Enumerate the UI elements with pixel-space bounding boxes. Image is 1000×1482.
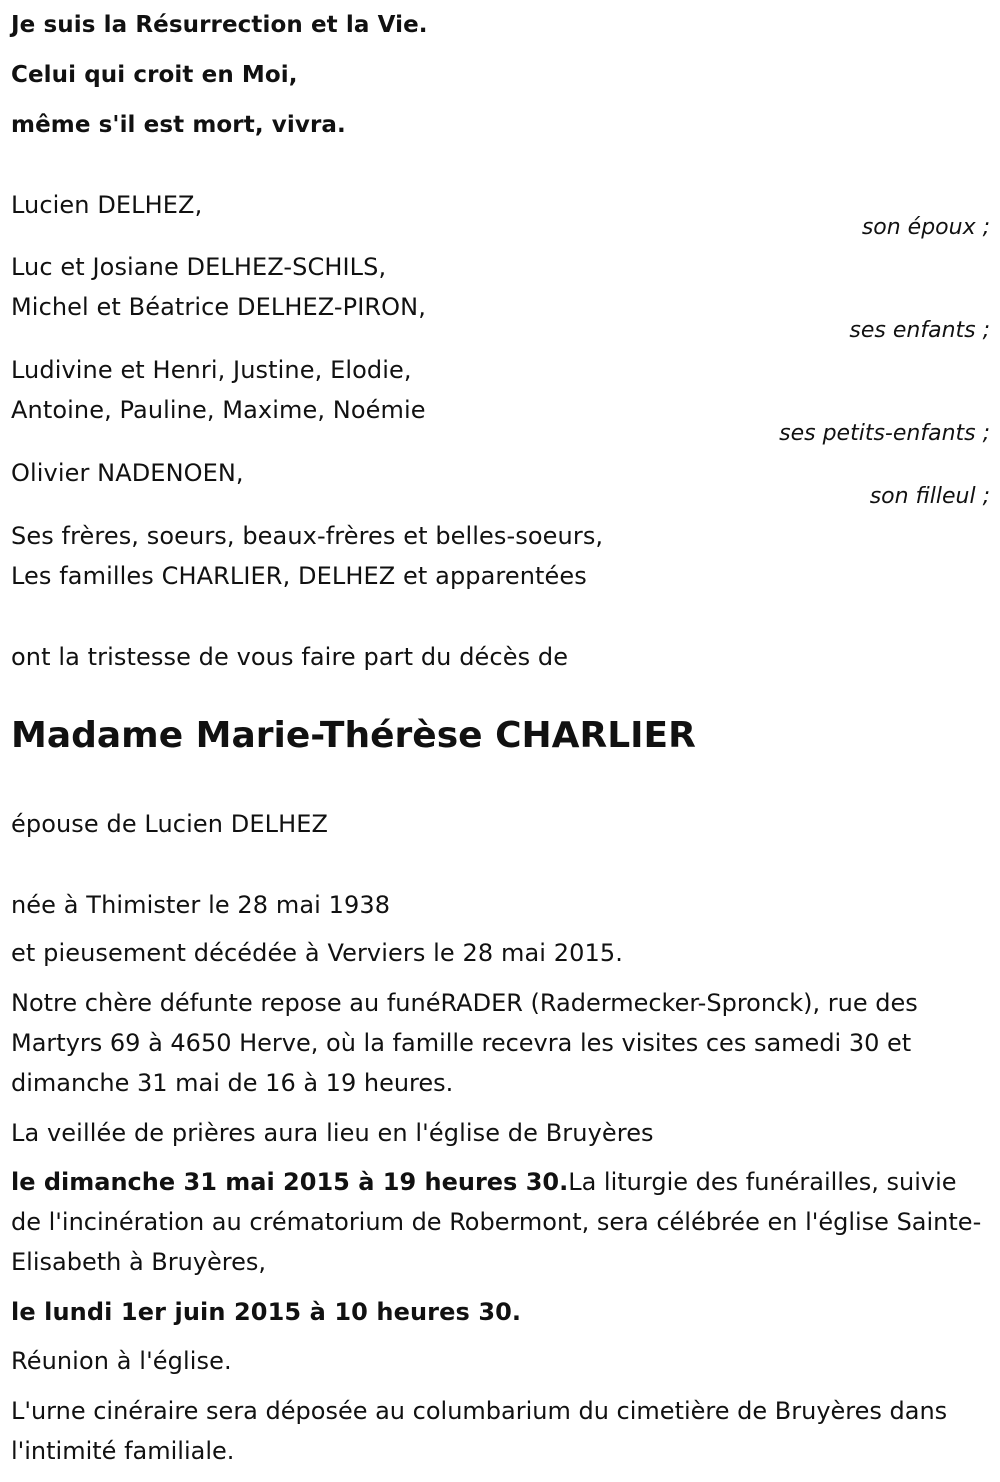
urn-paragraph: L'urne cinéraire sera déposée au columbarium du cimetière de Bruyères dans l'intimité familiale. [11,1397,948,1465]
death-info: et pieusement décédée à Verviers le 28 mai 2015. [11,939,623,967]
deceased-name: Madame Marie-Thérèse CHARLIER [11,715,696,756]
relatives-line-2: Les familles CHARLIER, DELHEZ et apparentées [11,562,587,590]
spouse-role: son époux ; [861,215,990,240]
funeral-paragraph [11,1162,991,1282]
children-line-1: Luc et Josiane DELHEZ-SCHILS, [11,253,387,281]
meeting-info: Réunion à l'église. [11,1347,232,1375]
birth-info: née à Thimister le 28 mai 1938 [11,891,391,919]
quote-line-1: Je suis la Résurrection et la Vie. [11,12,428,38]
grandchildren-line-2: Antoine, Pauline, Maxime, Noémie [11,396,426,424]
spouse-name: Lucien DELHEZ, [11,191,203,219]
vigil-date: le dimanche 31 mai 2015 à 19 heures 30. [11,1168,569,1196]
quote-line-3: même s'il est mort, vivra. [11,112,346,138]
spouse-of: épouse de Lucien DELHEZ [11,810,329,838]
repose-paragraph: Notre chère défunte repose au funéRADER (Radermecker-Spronck), rue des Martyrs 69 à 4650 Herve, où la famille recevra les visites ces samedi 30 et dimanche 31 mai de 16 à 19 heures. [11,989,918,1097]
grandchildren-role: ses petits-enfants ; [779,421,990,446]
announcement: ont la tristesse de vous faire part du décès de [11,643,569,671]
children-role: ses enfants ; [849,318,990,343]
children-line-2: Michel et Béatrice DELHEZ-PIRON, [11,293,426,321]
grandchildren-line-1: Ludivine et Henri, Justine, Elodie, [11,356,412,384]
relatives-line-1: Ses frères, soeurs, beaux-frères et belles-soeurs, [11,522,604,550]
godson-name: Olivier NADENOEN, [11,459,244,487]
godson-role: son filleul ; [869,484,990,509]
vigil-info: La veillée de prières aura lieu en l'église de Bruyères [11,1119,654,1147]
funeral-info: La liturgie des funérailles, suivie de l'incinération au crématorium de Robermont, sera célébrée en l'église Sainte-Elisabeth à Bruyères, [11,1168,982,1276]
quote-line-2: Celui qui croit en Moi, [11,62,298,88]
funeral-date: le lundi 1er juin 2015 à 10 heures 30. [11,1298,522,1326]
